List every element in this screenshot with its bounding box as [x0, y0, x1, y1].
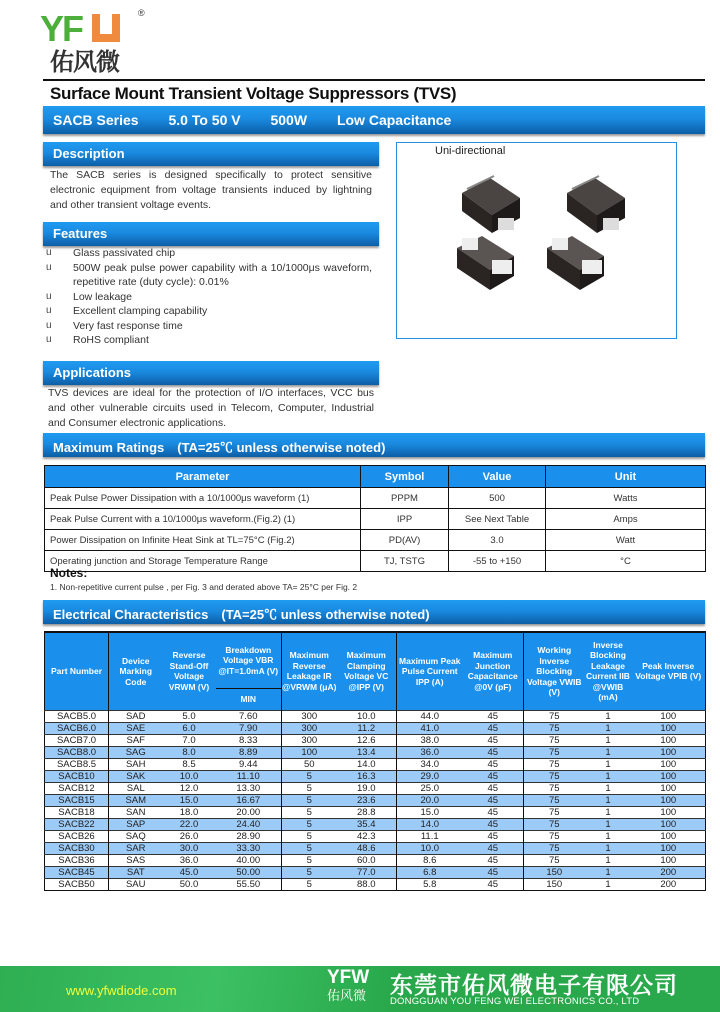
table-cell: 19.0 [337, 782, 397, 794]
col-header: Peak Inverse Voltage VPIB (V) [632, 632, 706, 710]
table-cell: 75 [524, 710, 585, 722]
table-cell: SAL [109, 782, 163, 794]
table-cell: 11.2 [337, 722, 397, 734]
table-cell: 7.60 [216, 710, 282, 722]
col-header: Maximum Peak Pulse Current IPP (A) [397, 632, 463, 710]
table-cell: 11.1 [397, 830, 463, 842]
table-cell: 75 [524, 746, 585, 758]
table-cell: 48.6 [337, 842, 397, 854]
table-cell: 5.0 [163, 710, 216, 722]
table-cell: SACB5.0 [45, 710, 109, 722]
table-cell: 28.8 [337, 806, 397, 818]
package-label: Uni-directional [435, 145, 506, 157]
col-header: Unit [546, 466, 706, 488]
table-row [45, 710, 706, 722]
applications-text: TVS devices are ideal for the protection of I/O interfaces, VCC bus and other vulnerable circuits used in Telecom, Computer, Industrial and Consumer electronic applications. [48, 387, 374, 429]
table-cell: 13.4 [337, 746, 397, 758]
table-cell: 1 [585, 782, 632, 794]
max-ratings-heading: Maximum Ratings (TA=25℃ unless otherwise noted) [43, 433, 705, 457]
footer-logo: YFW 佑风微 [327, 967, 370, 1003]
table-cell: SAF [109, 734, 163, 746]
power-rating: 500W [270, 112, 308, 128]
table-cell: 1 [585, 866, 632, 878]
table-cell: 1 [585, 722, 632, 734]
table-cell: 100 [282, 746, 337, 758]
table-cell: 100 [632, 818, 706, 830]
table-cell: 45 [463, 866, 524, 878]
table-cell: 1 [585, 878, 632, 890]
table-cell: 100 [632, 734, 706, 746]
bullet-icon: u [46, 247, 52, 258]
table-cell: 9.44 [216, 758, 282, 770]
table-cell: 12.0 [163, 782, 216, 794]
table-cell: 8.33 [216, 734, 282, 746]
table-cell: 75 [524, 854, 585, 866]
table-cell: 50 [282, 758, 337, 770]
table-cell: 50.0 [163, 878, 216, 890]
table-cell: 88.0 [337, 878, 397, 890]
table-cell: SACB6.0 [45, 722, 109, 734]
table-row [45, 770, 706, 782]
table-cell: 8.89 [216, 746, 282, 758]
table-cell: 200 [632, 866, 706, 878]
table-row: Peak Pulse Current with a 10/1000μs waveform.(Fig.2) (1) IPP See Next Table Amps [45, 509, 706, 530]
table-cell: 6.0 [163, 722, 216, 734]
col-header: Reverse Stand-Off Voltage VRWM (V) [163, 632, 216, 710]
table-cell: 75 [524, 782, 585, 794]
table-cell: SACB10 [45, 770, 109, 782]
feature-item: u Low leakage [46, 290, 132, 303]
col-header: Inverse Blocking Leakage Current IIB @VWIB (mA) [585, 632, 632, 710]
table-row [45, 746, 706, 758]
logo-latin: YF [40, 8, 83, 49]
table-cell: 60.0 [337, 854, 397, 866]
table-row: Power Dissipation on Infinite Heat Sink at TL=75°C (Fig.2) PD(AV) 3.0 Watt [45, 530, 706, 551]
table-cell: 45 [463, 842, 524, 854]
table-cell: SAT [109, 866, 163, 878]
table-cell: 1 [585, 770, 632, 782]
table-cell: 5 [282, 842, 337, 854]
series-bar [43, 106, 705, 134]
table-cell: 45 [463, 722, 524, 734]
table-row: Peak Pulse Power Dissipation with a 10/1000μs waveform (1) PPPM 500 Watts [45, 488, 706, 509]
table-cell: SAU [109, 878, 163, 890]
table-cell: 41.0 [397, 722, 463, 734]
table-row [45, 842, 706, 854]
table-cell: SACB15 [45, 794, 109, 806]
table-cell: 75 [524, 830, 585, 842]
description-text: The SACB series is designed specifically to protect sensitive electronic equipment from voltage transients induced by lightning and other transient voltage events. [50, 169, 372, 211]
table-cell: SACB45 [45, 866, 109, 878]
table-cell: 45 [463, 734, 524, 746]
table-row [45, 806, 706, 818]
table-row [45, 866, 706, 878]
table-cell: 8.5 [163, 758, 216, 770]
table-cell: 33.30 [216, 842, 282, 854]
table-cell: 1 [585, 842, 632, 854]
table-cell: SAN [109, 806, 163, 818]
col-header: Symbol [361, 466, 449, 488]
table-cell: 45 [463, 818, 524, 830]
table-cell: 100 [632, 770, 706, 782]
table-cell: SACB8.0 [45, 746, 109, 758]
col-header: Device Marking Code [109, 632, 163, 710]
feature-item: u Excellent clamping capability [46, 305, 208, 317]
col-header: Maximum Junction Capacitance @0V (pF) [463, 632, 524, 710]
bullet-icon: u [46, 319, 52, 331]
feature-item: u Very fast response time [46, 319, 183, 332]
table-cell: SACB18 [45, 806, 109, 818]
table-cell: 5 [282, 830, 337, 842]
table-cell: 42.3 [337, 830, 397, 842]
table-row [45, 854, 706, 866]
table-cell: 45 [463, 854, 524, 866]
table-cell: 75 [524, 842, 585, 854]
feature-item: u RoHS compliant [46, 334, 149, 346]
table-cell: 5 [282, 878, 337, 890]
table-cell: 28.90 [216, 830, 282, 842]
table-cell: 5.8 [397, 878, 463, 890]
table-cell: 35.4 [337, 818, 397, 830]
table-cell: SAH [109, 758, 163, 770]
table-cell: 25.0 [397, 782, 463, 794]
table-cell: 45 [463, 830, 524, 842]
table-cell: SACB7.0 [45, 734, 109, 746]
table-cell: 100 [632, 794, 706, 806]
table-cell: 1 [585, 854, 632, 866]
table-cell: 75 [524, 758, 585, 770]
footer-banner [0, 966, 720, 1012]
min-subheader: MIN [216, 688, 282, 710]
table-cell: 22.0 [163, 818, 216, 830]
table-cell: 50.00 [216, 866, 282, 878]
table-cell: 100 [632, 710, 706, 722]
col-header: Parameter [45, 466, 361, 488]
table-cell: 44.0 [397, 710, 463, 722]
table-cell: SAR [109, 842, 163, 854]
table-cell: SAM [109, 794, 163, 806]
table-cell: 77.0 [337, 866, 397, 878]
smd-package-icon [452, 173, 652, 303]
table-cell: 100 [632, 746, 706, 758]
electrical-heading: Electrical Characteristics (TA=25℃ unless otherwise noted) [43, 600, 705, 624]
table-cell: 14.0 [337, 758, 397, 770]
table-cell: 75 [524, 722, 585, 734]
table-cell: 45 [463, 746, 524, 758]
table-cell: 24.40 [216, 818, 282, 830]
company-name-en: DONGGUAN YOU FENG WEI ELECTRONICS CO., LTD [390, 996, 640, 1007]
table-cell: SACB12 [45, 782, 109, 794]
table-cell: SAQ [109, 830, 163, 842]
table-cell: 45 [463, 794, 524, 806]
table-cell: 45.0 [163, 866, 216, 878]
table-cell: 8.0 [163, 746, 216, 758]
table-cell: SACB36 [45, 854, 109, 866]
table-cell: 5 [282, 854, 337, 866]
table-cell: SAE [109, 722, 163, 734]
col-header: Part Number [45, 632, 109, 710]
table-cell: 5 [282, 818, 337, 830]
table-cell: 75 [524, 734, 585, 746]
table-cell: 10.0 [397, 842, 463, 854]
table-cell: 100 [632, 842, 706, 854]
table-cell: 1 [585, 734, 632, 746]
package-image [396, 142, 677, 339]
table-cell: 1 [585, 830, 632, 842]
table-cell: 300 [282, 710, 337, 722]
table-cell: 7.0 [163, 734, 216, 746]
table-cell: 30.0 [163, 842, 216, 854]
registered-mark: ® [138, 8, 145, 18]
table-cell: 20.00 [216, 806, 282, 818]
table-cell: 200 [632, 878, 706, 890]
table-cell: 12.6 [337, 734, 397, 746]
table-cell: 14.0 [397, 818, 463, 830]
table-cell: 75 [524, 794, 585, 806]
table-row [45, 878, 706, 890]
table-row [45, 722, 706, 734]
table-cell: 5 [282, 782, 337, 794]
header-rule [43, 79, 705, 81]
table-cell: 5 [282, 794, 337, 806]
max-ratings-table [44, 465, 706, 572]
table-cell: 18.0 [163, 806, 216, 818]
col-header: Working Inverse Blocking Voltage VWIB (V) [524, 632, 585, 710]
table-cell: 13.30 [216, 782, 282, 794]
table-cell: 20.0 [397, 794, 463, 806]
bullet-icon: u [46, 261, 52, 273]
voltage-range: 5.0 To 50 V [168, 112, 241, 128]
table-cell: SACB50 [45, 878, 109, 890]
table-cell: 45 [463, 710, 524, 722]
table-row: Operating junction and Storage Temperature Range TJ, TSTG -55 to +150 °C [45, 551, 706, 572]
description-heading: Description [43, 142, 379, 166]
table-cell: SAS [109, 854, 163, 866]
col-header: Maximum Clamping Voltage VC @IPP (V) [337, 632, 397, 710]
features-list [46, 246, 372, 348]
table-cell: 150 [524, 878, 585, 890]
table-cell: 55.50 [216, 878, 282, 890]
notes-heading: Notes: [50, 566, 88, 580]
company-name-cn: 东莞市佑风微电子有限公司 [390, 973, 678, 999]
table-cell: SAP [109, 818, 163, 830]
table-cell: 100 [632, 854, 706, 866]
table-cell: 1 [585, 794, 632, 806]
table-cell: SACB26 [45, 830, 109, 842]
col-header: Breakdown Voltage VBR @IT=1.0mA (V) [216, 632, 282, 688]
table-cell: 100 [632, 830, 706, 842]
table-cell: 1 [585, 710, 632, 722]
table-cell: 5 [282, 770, 337, 782]
table-cell: 100 [632, 806, 706, 818]
features-heading: Features [43, 222, 379, 246]
table-cell: 40.00 [216, 854, 282, 866]
feature-item: u Glass passivated chip [46, 247, 176, 259]
table-cell: 15.0 [163, 794, 216, 806]
table-cell: 75 [524, 818, 585, 830]
table-cell: 23.6 [337, 794, 397, 806]
notes-text: 1. Non-repetitive current pulse , per Fig. 3 and derated above TA= 25°C per Fig. 2 [50, 582, 358, 592]
table-cell: 1 [585, 806, 632, 818]
series-name: SACB Series [53, 112, 139, 128]
table-cell: 45 [463, 878, 524, 890]
table-row [45, 758, 706, 770]
table-cell: 100 [632, 722, 706, 734]
table-cell: 300 [282, 722, 337, 734]
electrical-characteristics-table [44, 631, 706, 891]
table-cell: 36.0 [163, 854, 216, 866]
table-cell: 29.0 [397, 770, 463, 782]
table-cell: 1 [585, 818, 632, 830]
logo-chinese: 佑风微 [50, 48, 119, 76]
table-cell: 16.67 [216, 794, 282, 806]
col-header: Value [449, 466, 546, 488]
table-cell: 11.10 [216, 770, 282, 782]
table-row [45, 818, 706, 830]
table-cell: SACB30 [45, 842, 109, 854]
table-cell: 45 [463, 782, 524, 794]
table-cell: 10.0 [337, 710, 397, 722]
table-cell: 75 [524, 770, 585, 782]
table-row [45, 734, 706, 746]
col-header: Maximum Reverse Leakage IR @VRWM (μA) [282, 632, 337, 710]
table-cell: 15.0 [397, 806, 463, 818]
table-cell: 100 [632, 782, 706, 794]
table-cell: 1 [585, 758, 632, 770]
document-title: Surface Mount Transient Voltage Suppressors (TVS) [50, 84, 457, 103]
table-cell: SAD [109, 710, 163, 722]
company-logo [40, 10, 160, 75]
table-cell: 26.0 [163, 830, 216, 842]
table-cell: 34.0 [397, 758, 463, 770]
table-cell: 16.3 [337, 770, 397, 782]
table-cell: 300 [282, 734, 337, 746]
bullet-icon: u [46, 334, 52, 345]
table-cell: 45 [463, 806, 524, 818]
table-cell: SACB22 [45, 818, 109, 830]
capacitance-tag: Low Capacitance [336, 112, 452, 128]
bullet-icon: u [46, 305, 52, 316]
table-cell: SAG [109, 746, 163, 758]
table-cell: 6.8 [397, 866, 463, 878]
table-cell: 5 [282, 866, 337, 878]
table-cell: SACB8.5 [45, 758, 109, 770]
table-cell: 150 [524, 866, 585, 878]
bullet-icon: u [46, 290, 52, 302]
table-row [45, 830, 706, 842]
table-cell: 45 [463, 770, 524, 782]
table-cell: 5 [282, 806, 337, 818]
table-cell: 45 [463, 758, 524, 770]
table-cell: 75 [524, 806, 585, 818]
table-cell: 8.6 [397, 854, 463, 866]
table-row [45, 782, 706, 794]
table-cell: 10.0 [163, 770, 216, 782]
table-cell: 7.90 [216, 722, 282, 734]
table-cell: 36.0 [397, 746, 463, 758]
website-link[interactable]: www.yfwdiode.com [66, 983, 177, 998]
applications-heading: Applications [43, 361, 379, 385]
table-cell: 100 [632, 758, 706, 770]
table-cell: 1 [585, 746, 632, 758]
logo-w-glyph-icon [92, 14, 120, 42]
table-cell: SAK [109, 770, 163, 782]
table-cell: 38.0 [397, 734, 463, 746]
table-row [45, 794, 706, 806]
feature-item: u 500W peak pulse power capability with a 10/1000μs waveform, repetitive rate (duty cycle): 0.01% [46, 261, 372, 288]
